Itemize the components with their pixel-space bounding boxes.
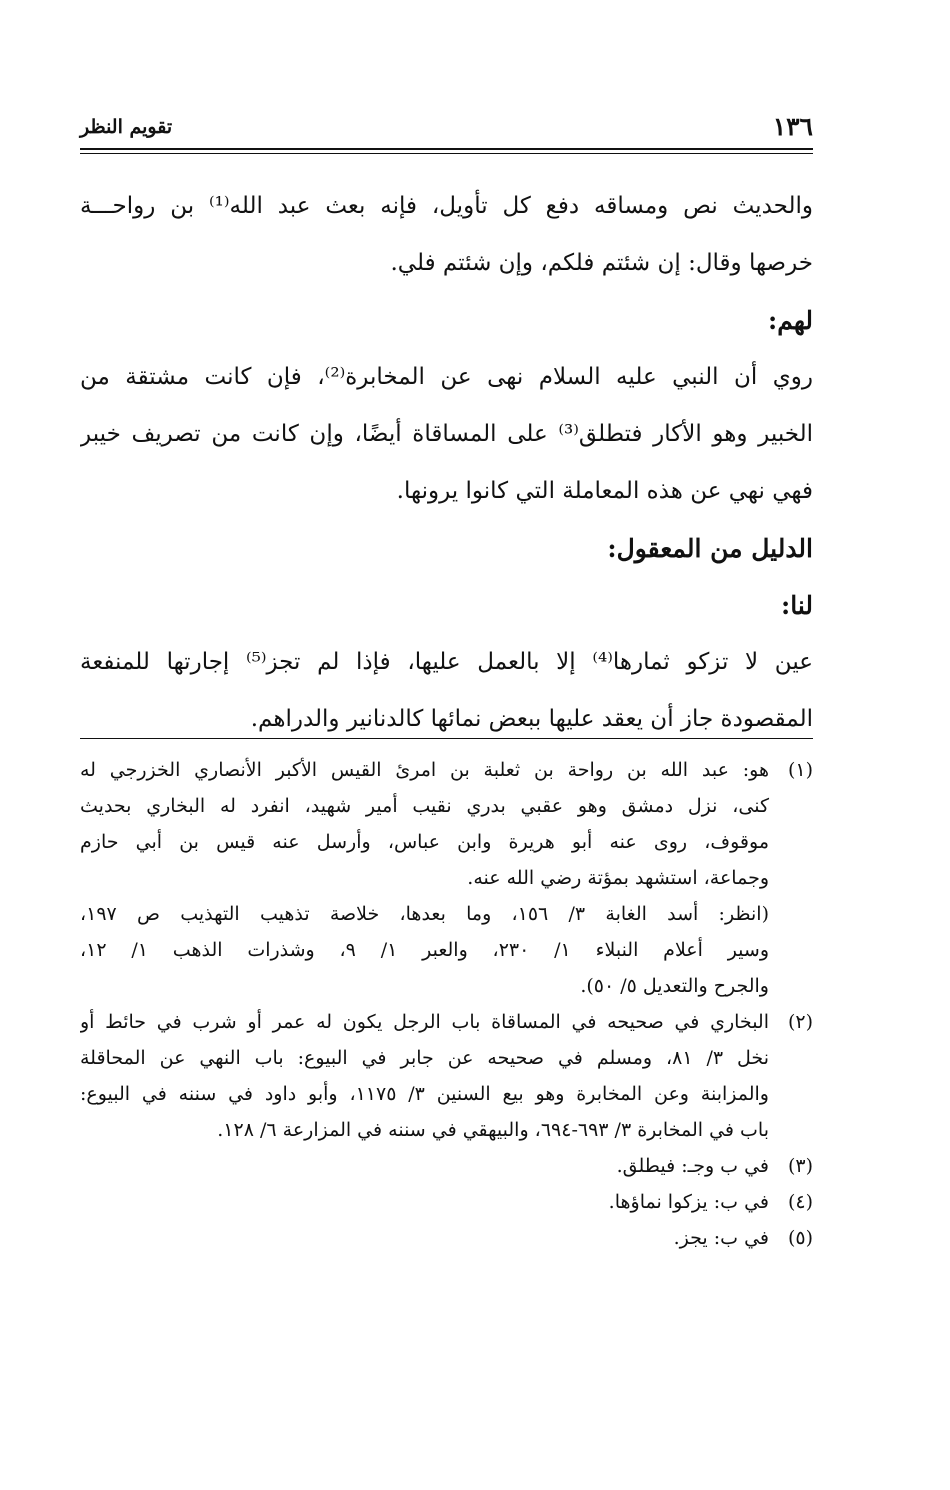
running-title: تقويم النظر — [80, 116, 173, 138]
footnote-line: والمزابنة وعن المخابرة وهو بيع السنين ٣/ ١١٧٥، وأبو داود في سننه في البيوع: — [80, 1083, 769, 1105]
footnote-line: وسير أعلام النبلاء ١/ ٢٣٠، والعبر ١/ ٩، وشذرات الذهب ١/ ١٢، — [80, 939, 770, 961]
footnote-number: (٥) — [787, 1227, 813, 1249]
footnote-line: موقوف، روى عنه أبو هريرة وابن عباس، وأرسل عنه قيس بن أبي حازم — [80, 831, 769, 853]
text-line: خرصها وقال: إن شئتم فلكم، وإن شئتم فلي. — [390, 250, 813, 276]
footnote-line: كنى، نزل دمشق وهو عقبي بدري نقيب أمير شهيد، انفرد له البخاري بحديث — [80, 795, 769, 817]
page-header — [80, 112, 813, 146]
footnote-line — [80, 1148, 813, 1184]
header-rule — [80, 148, 813, 150]
footnote-line — [80, 1184, 813, 1220]
footnote-line — [80, 752, 813, 788]
footnotes — [80, 752, 813, 1256]
footnote-text: في ب: يزكوا نماؤها. — [608, 1191, 769, 1213]
section-heading: الدليل من المعقول: — [607, 534, 813, 563]
text-line: والحديث نص ومساقه دفع كل تأويل، فإنه بعث عبد الله⁽¹⁾ بن رواحـــة — [80, 193, 813, 219]
footnote-text: في ب: يجز. — [673, 1227, 769, 1249]
section-heading: لنا: — [780, 591, 813, 620]
footnote-line — [80, 1004, 813, 1040]
footnote-line: باب في المخابرة ٣/ ٦٩٣-٦٩٤، والبيهقي في سننه في المزارعة ٦/ ١٢٨. — [217, 1119, 769, 1141]
footnote-line: وجماعة، استشهد بمؤتة رضي الله عنه. — [467, 867, 769, 889]
footnote-text: هو: عبد الله بن رواحة بن ثعلبة بن امرئ القيس الأكبر الأنصاري الخزرجي له — [80, 759, 769, 781]
text-line: فهي نهي عن هذه المعاملة التي كانوا يرونها. — [396, 478, 813, 504]
page-number: ١٣٦ — [772, 112, 813, 141]
text-line: الخبير وهو الأكار فتطلق⁽³⁾ على المساقاة أيضًا، وإن كانت من تصريف خيبر — [80, 421, 813, 447]
header-rule-thin — [80, 153, 813, 154]
section-heading: لهم: — [767, 306, 813, 335]
footnote-number: (١) — [787, 759, 813, 781]
footnote-line — [80, 1220, 813, 1256]
footnote-number: (٢) — [787, 1011, 813, 1033]
footnote-line: والجرح والتعديل ٥/ ٥٠). — [580, 975, 769, 997]
text-line: عين لا تزكو ثمارها⁽⁴⁾ إلا بالعمل عليها، فإذا لم تجز⁽⁵⁾ إجارتها للمنفعة — [80, 649, 813, 675]
text-line: المقصودة جاز أن يعقد عليها ببعض نمائها كالدنانير والدراهم. — [250, 706, 813, 732]
footnote-line: (انظر: أسد الغابة ٣/ ١٥٦، وما بعدها، خلاصة تذهيب التهذيب ص ١٩٧، — [80, 903, 769, 925]
footnote-divider — [80, 738, 813, 739]
footnote-number: (٣) — [787, 1155, 813, 1177]
footnote-text: البخاري في صحيحه في المساقاة باب الرجل يكون له عمر أو شرب في حائط أو — [80, 1011, 769, 1033]
footnote-text: في ب وجـ: فيطلق. — [616, 1155, 769, 1177]
main-text — [80, 178, 813, 748]
footnote-number: (٤) — [787, 1191, 813, 1213]
text-line: روي أن النبي عليه السلام نهى عن المخابرة⁽²⁾، فإن كانت مشتقة من — [80, 364, 813, 390]
footnote-line: نخل ٣/ ٨١، ومسلم في صحيحه عن جابر في البيوع: باب النهي عن المحاقلة — [80, 1047, 769, 1069]
